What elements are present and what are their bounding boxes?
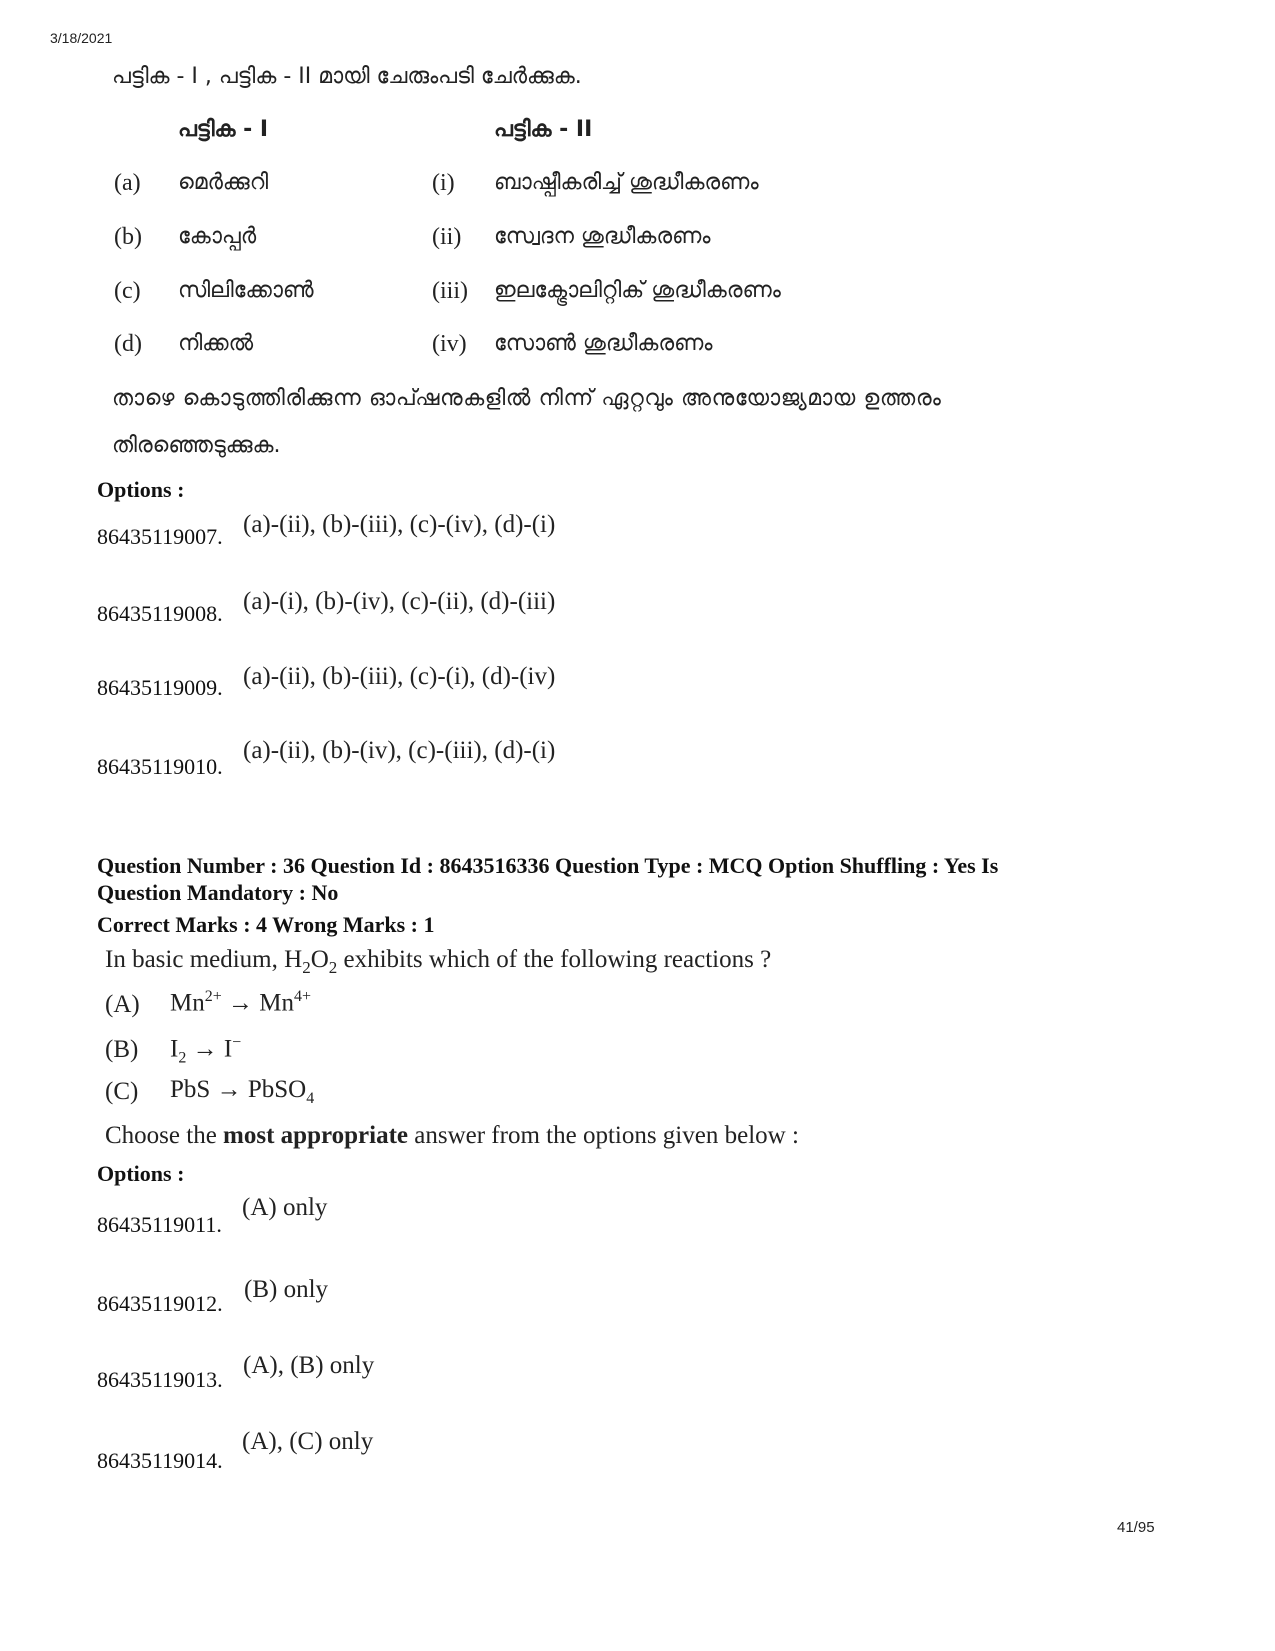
row-label-iv: (iv) (432, 331, 467, 357)
option-id: 86435119011. (97, 1212, 222, 1237)
page-number: 41/95 (1117, 1519, 1155, 1536)
list-2-heading: പട്ടിക - II (494, 117, 593, 142)
choose-instruction-line2: തിരഞ്ഞെടുക്കുക. (112, 433, 281, 458)
row-text-a: മെർക്കുറി (178, 170, 269, 195)
row-label-a: (a) (114, 170, 141, 196)
option-text: (A), (C) only (242, 1428, 374, 1455)
reaction-a: $Mn^{2+} \to Mn^{4+}$ (170, 988, 312, 1017)
option-id: 86435119013. (97, 1367, 223, 1392)
reaction-c: PbS → PbSO$_4$ (170, 1076, 315, 1107)
options-heading: Options : (97, 1161, 185, 1186)
row-text-b: കോപ്പർ (178, 224, 257, 249)
option-id: 86435119008. (97, 601, 223, 626)
option-text: (a)-(i), (b)-(iv), (c)-(ii), (d)-(iii) (243, 588, 556, 615)
row-label-ii: (ii) (432, 224, 462, 250)
question-meta-line1: Question Number : 36 Question Id : 8643516336 Question Type : MCQ Option Shuffling : Yes Is (97, 853, 999, 878)
reaction-label-b: (B) (105, 1036, 139, 1063)
option-text: (a)-(ii), (b)-(iv), (c)-(iii), (d)-(i) (243, 737, 556, 764)
question-meta-line2: Question Mandatory : No (97, 880, 339, 905)
option-id: 86435119014. (97, 1448, 223, 1473)
row-text-d: നിക്കൽ (178, 331, 254, 356)
option-text: (A), (B) only (243, 1352, 375, 1379)
row-text-ii: സ്വേദന ശുദ്ധീകരണം (494, 224, 711, 249)
reaction-label-a: (A) (105, 991, 140, 1018)
option-text: (a)-(ii), (b)-(iii), (c)-(iv), (d)-(i) (243, 511, 556, 538)
row-text-iii: ഇലക്ട്രോലിറ്റിക് ശുദ്ധീകരണം (494, 278, 781, 303)
option-text: (A) only (242, 1194, 328, 1221)
row-text-i: ബാഷ്പീകരിച്ച് ശുദ്ധീകരണം (494, 170, 759, 195)
list-1-heading: പട്ടിക - I (178, 117, 269, 142)
arrow-icon: → (216, 1076, 242, 1103)
row-label-iii: (iii) (432, 278, 468, 304)
q35-instruction: പട്ടിക - I , പട്ടിക - II മായി ചേരുംപടി ചേർക്കുക. (112, 64, 582, 89)
row-label-b: (b) (114, 224, 142, 250)
choose-instruction: Choose the most appropriate answer from the options given below : (105, 1122, 799, 1149)
row-text-iv: സോൺ ശുദ്ധീകരണം (494, 331, 713, 356)
option-text: (a)-(ii), (b)-(iii), (c)-(i), (d)-(iv) (243, 663, 556, 690)
print-date: 3/18/2021 (50, 30, 113, 46)
row-text-c: സിലിക്കോൺ (178, 278, 314, 303)
option-id: 86435119007. (97, 524, 223, 549)
option-id: 86435119010. (97, 754, 223, 779)
arrow-icon: → (192, 1035, 218, 1063)
arrow-icon: → (228, 989, 254, 1017)
row-label-d: (d) (114, 331, 142, 357)
question-text: In basic medium, $H_2O_2$ exhibits which of the following reactions ? (105, 946, 772, 977)
row-label-c: (c) (114, 278, 141, 304)
options-heading: Options : (97, 477, 185, 502)
choose-instruction-line1: താഴെ കൊടുത്തിരിക്കുന്ന ഓപ്ഷനുകളിൽ നിന്ന് ഏറ്റവും അനുയോജ്യമായ ഉത്തരം (112, 386, 942, 411)
reaction-label-c: (C) (105, 1078, 139, 1105)
option-id: 86435119012. (97, 1291, 223, 1316)
option-text: (B) only (244, 1276, 329, 1303)
marks-line: Correct Marks : 4 Wrong Marks : 1 (97, 912, 435, 937)
option-id: 86435119009. (97, 675, 223, 700)
reaction-b: $I_2 \to I^-$ (170, 1034, 242, 1067)
row-label-i: (i) (432, 170, 455, 196)
